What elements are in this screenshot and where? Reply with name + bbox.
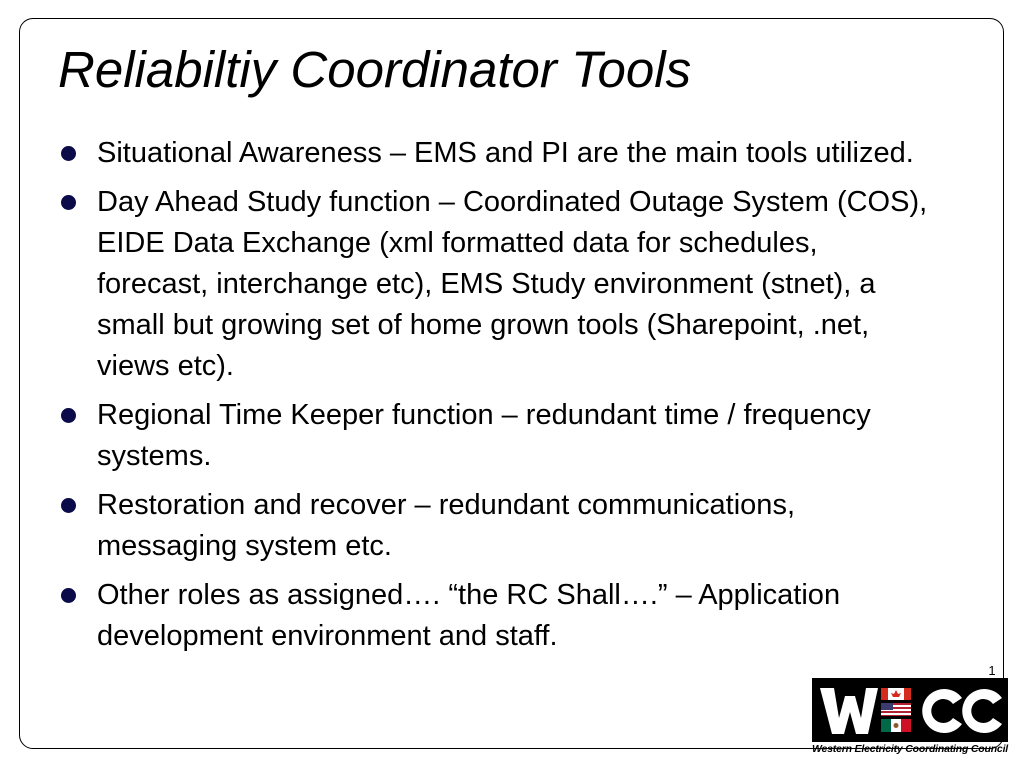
bullet-text: Regional Time Keeper function – redundant time / frequency systems. xyxy=(97,399,871,472)
bullet-dot-icon xyxy=(61,146,76,161)
bullet-item xyxy=(60,485,930,567)
bullet-item xyxy=(60,395,930,477)
bullet-dot-icon xyxy=(61,195,76,210)
bullet-list xyxy=(60,133,930,665)
slide-number: 1 xyxy=(988,663,996,678)
wecc-logo xyxy=(812,678,1008,758)
mexico-flag-icon xyxy=(881,719,911,732)
bullet-item xyxy=(60,575,930,657)
bullet-text: Restoration and recover – redundant communications, messaging system etc. xyxy=(97,489,795,562)
bullet-text: Day Ahead Study function – Coordinated Outage System (COS), EIDE Data Exchange (xml formatted data for schedules, forecast, interchange etc), EMS Study environment (stnet), a small but growing set of home grown tools (Sharepoint, .net, views etc). xyxy=(97,186,928,382)
wecc-logo-icon xyxy=(812,678,1008,742)
bullet-item xyxy=(60,182,930,387)
bullet-dot-icon xyxy=(61,498,76,513)
canada-flag-icon xyxy=(881,688,911,700)
logo-caption: Western Electricity Coordinating Council xyxy=(812,743,1009,755)
bullet-dot-icon xyxy=(61,408,76,423)
usa-flag-icon xyxy=(881,703,911,716)
bullet-dot-icon xyxy=(61,588,76,603)
bullet-text: Situational Awareness – EMS and PI are the main tools utilized. xyxy=(97,137,914,169)
bullet-text: Other roles as assigned…. “the RC Shall….” – Application development environment and staff. xyxy=(97,579,841,652)
bullet-item xyxy=(60,133,930,174)
slide-title: Reliabiltiy Coordinator Tools xyxy=(58,41,692,98)
